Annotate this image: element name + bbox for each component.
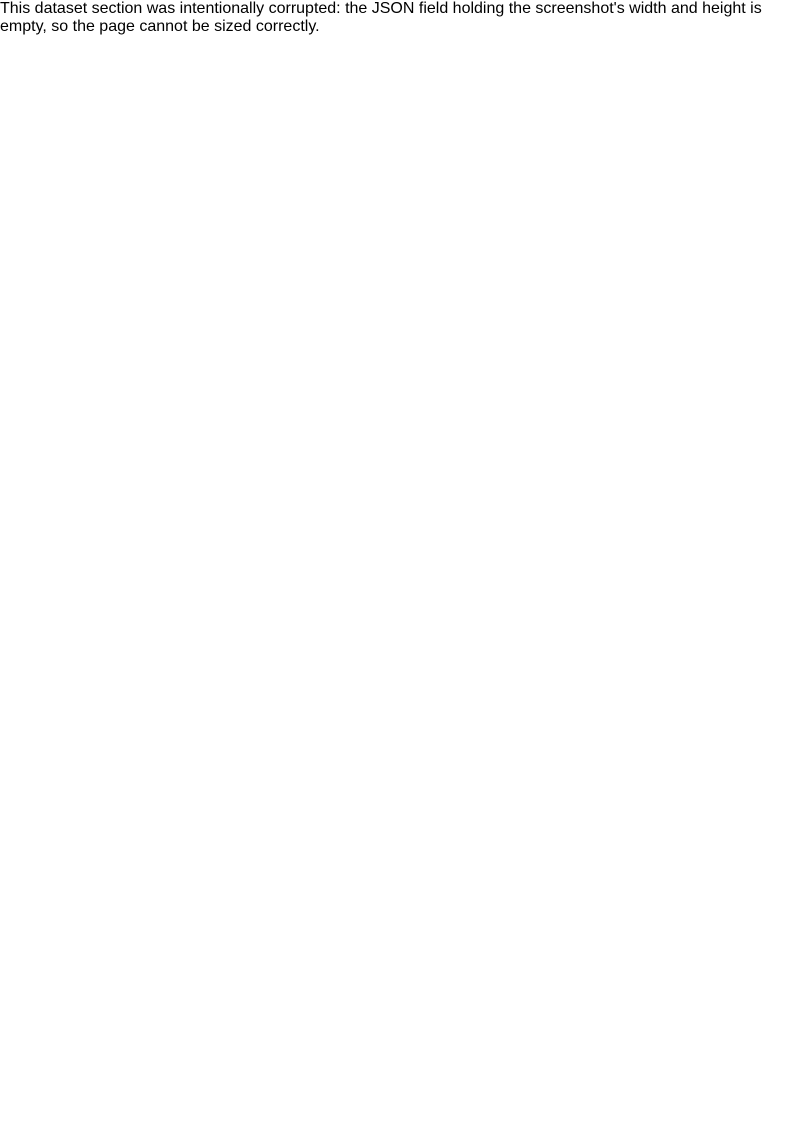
error-message: This dataset section was intentionally corrupted: the JSON field holding the screenshot's width and height is empty, so the page cannot be sized correctly. bbox=[0, 0, 762, 35]
